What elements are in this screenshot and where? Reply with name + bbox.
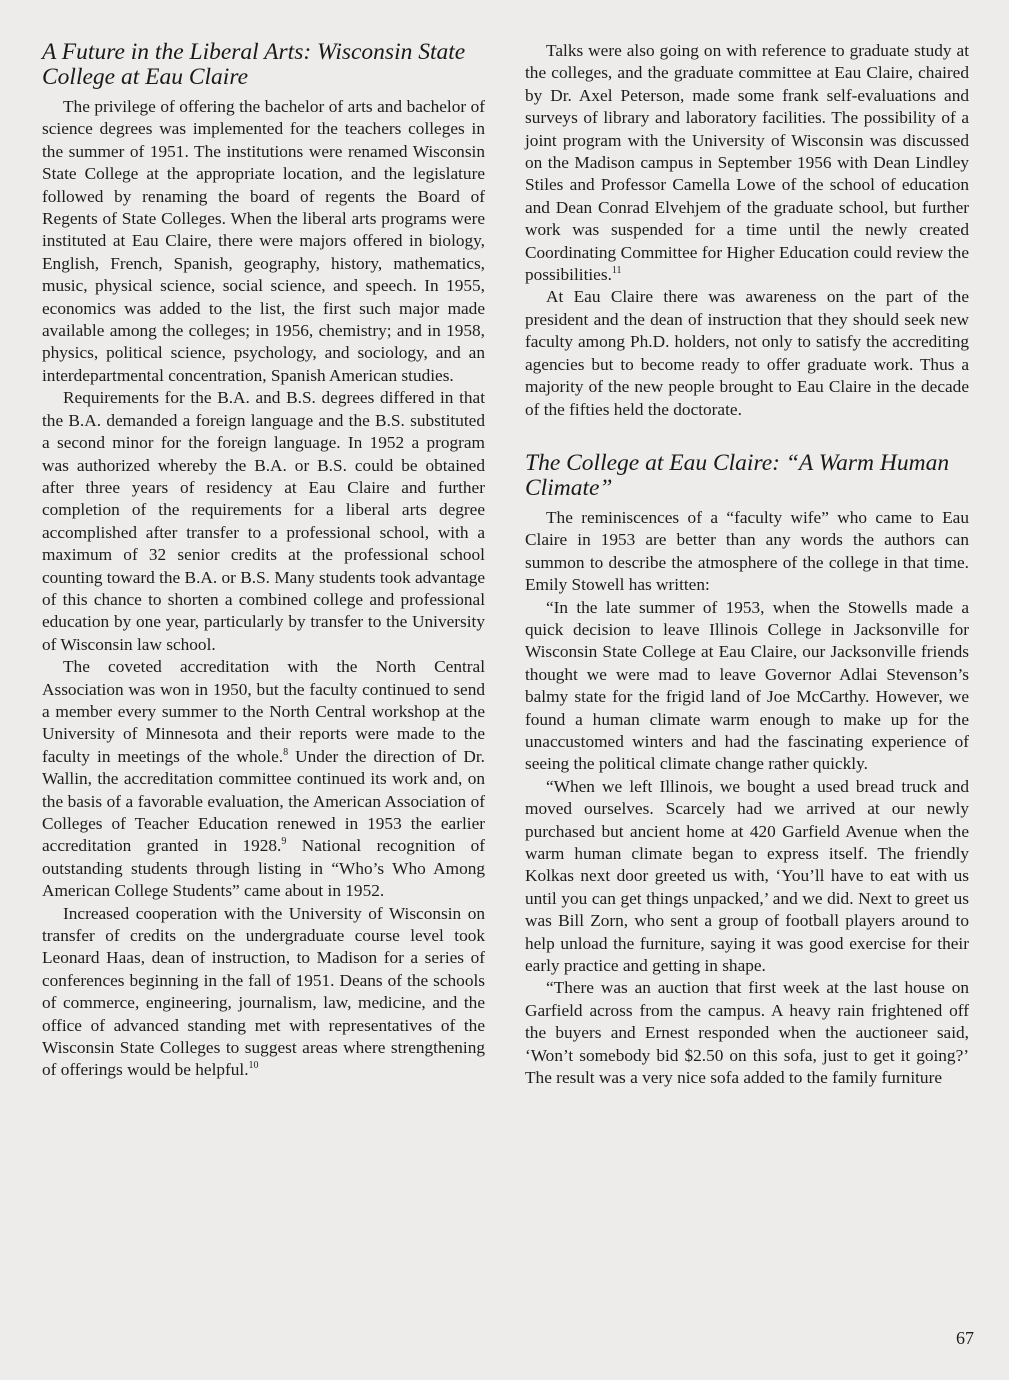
- paragraph-text: Increased cooperation with the University of Wisconsin on transfer of credits on the undergraduate course level took Leonard Haas, dean of instruction, to Madison for a series of conferences beginning in the fall of 1951. Deans of the schools of commerce, engineering, journalism, law, medicine, and the office of advanced standing met with representatives of the Wisconsin State Colleges to suggest areas where strengthening of offerings would be helpful.: [42, 903, 485, 1080]
- paragraph: “In the late summer of 1953, when the Stowells made a quick decision to leave Illinois College in Jacksonville for Wisconsin State College at Eau Claire, our Jacksonville friends thought we were mad to leave Governor Adlai Stevenson’s balmy state for the frigid land of Joe McCarthy. However, we found a human climate warm enough to make up for the unaccustomed winters and had the fascinating experience of seeing the political climate change rather quickly.: [525, 597, 969, 774]
- right-column: [525, 40, 969, 1089]
- section-heading-warm-climate: The College at Eau Claire: “A Warm Human Climate”: [525, 449, 950, 501]
- paragraph-text: The coveted accreditation with the North Central Association was won in 1950, but the faculty continued to send a member every summer to the North Central workshop at the University of Minnesota and their reports were made to the faculty in meetings of the whole.: [42, 657, 485, 766]
- paragraph: The reminiscences of a “faculty wife” who came to Eau Claire in 1953 are better than any words the authors can summon to describe the atmosphere of the college in that time. Emily Stowell has written:: [525, 507, 969, 595]
- paragraph-text: National recognition of outstanding students through listing in “Who’s Who Among American College Students” came about in 1952.: [42, 836, 485, 901]
- section-heading-liberal-arts: A Future in the Liberal Arts: Wisconsin State College at Eau Claire: [42, 39, 466, 90]
- paragraph: “There was an auction that first week at the last house on Garfield across from the campus. A heavy rain frightened off the buyers and Ernest responded when the auctioneer said, ‘Won’t somebody bid $2.50 on this sofa, just to get it going?’ The result was a very nice sofa added to the family furniture: [525, 978, 969, 1088]
- paragraph: “When we left Illinois, we bought a used bread truck and moved ourselves. Scarcely had we arrived at our newly purchased but ancient home at 420 Garfield Avenue when the warm human climate began to express itself. The friendly Kolkas next door greeted us with, ‘You’ll have to eat with us until you can get things unpacked,’ and we did. Next to greet us was Bill Zorn, who sent a group of football players around to help unload the furniture, saying it was good exercise for their early practice and getting in shape.: [525, 776, 969, 976]
- paragraph: [42, 903, 485, 1082]
- paragraph: At Eau Claire there was awareness on the part of the president and the dean of instruction that they should seek new faculty among Ph.D. holders, not only to satisfy the accrediting agencies but to become ready to offer graduate work. Thus a majority of the new people brought to Eau Claire in the decade of the fifties held the doctorate.: [525, 287, 969, 419]
- paragraph: [525, 40, 969, 286]
- paragraph-text: Talks were also going on with reference to graduate study at the colleges, and the graduate committee at Eau Claire, chaired by Dr. Axel Peterson, made some frank self-evaluations and surveys of library and laboratory facilities. The possibility of a joint program with the University of Wisconsin was discussed on the Madison campus in September 1956 with Dean Lindley Stiles and Professor Camella Lowe of the school of education and Dean Conrad Elvehjem of the graduate school, but further work was suspended for a time until the newly created Coordinating Committee for Higher Education could review the possibilities.: [525, 41, 969, 285]
- paragraph: The privilege of offering the bachelor of arts and bachelor of science degrees was implemented for the teachers colleges in the summer of 1951. The institutions were renamed Wisconsin State College at the appropriate location, and the legislature followed by renaming the board of regents the Board of Regents of State Colleges. When the liberal arts programs were instituted at Eau Claire, there were majors offered in biology, English, French, Spanish, geography, history, mathematics, music, physical science, social science, and speech. In 1955, economics was added to the list, the first such major made available among the colleges; in 1956, chemistry; and in 1958, physics, political science, psychology, and sociology, and an interdepartmental concentration, Spanish American studies.: [42, 97, 485, 385]
- footnote-marker: 10: [248, 1060, 259, 1072]
- paragraph: Requirements for the B.A. and B.S. degrees differed in that the B.A. demanded a foreign language and the B.S. substituted a second minor for the foreign language. In 1952 a program was authorized whereby the B.A. or B.S. could be obtained after three years of residency at Eau Claire and further completion of the requirements for a liberal arts degree accomplished after transfer to a professional school, with a maximum of 32 senior credits at the professional school counting toward the B.A. or B.S. Many students took advantage of this chance to shorten a combined college and professional education by one year, particularly by transfer to the University of Wisconsin law school.: [42, 388, 486, 654]
- footnote-marker: 9: [281, 836, 287, 848]
- page-number: 67: [956, 1328, 974, 1348]
- paragraph-text: Under the direction of Dr. Wallin, the accreditation committee continued its work and, on the basis of a favorable evaluation, the American Association of Colleges of Teacher Education renewed in 1953 the earlier accreditation granted in 1928.: [42, 746, 485, 856]
- paragraph: [42, 656, 485, 902]
- footnote-marker: 8: [283, 746, 289, 758]
- footnote-marker: 11: [611, 265, 622, 277]
- left-column: [42, 40, 485, 1082]
